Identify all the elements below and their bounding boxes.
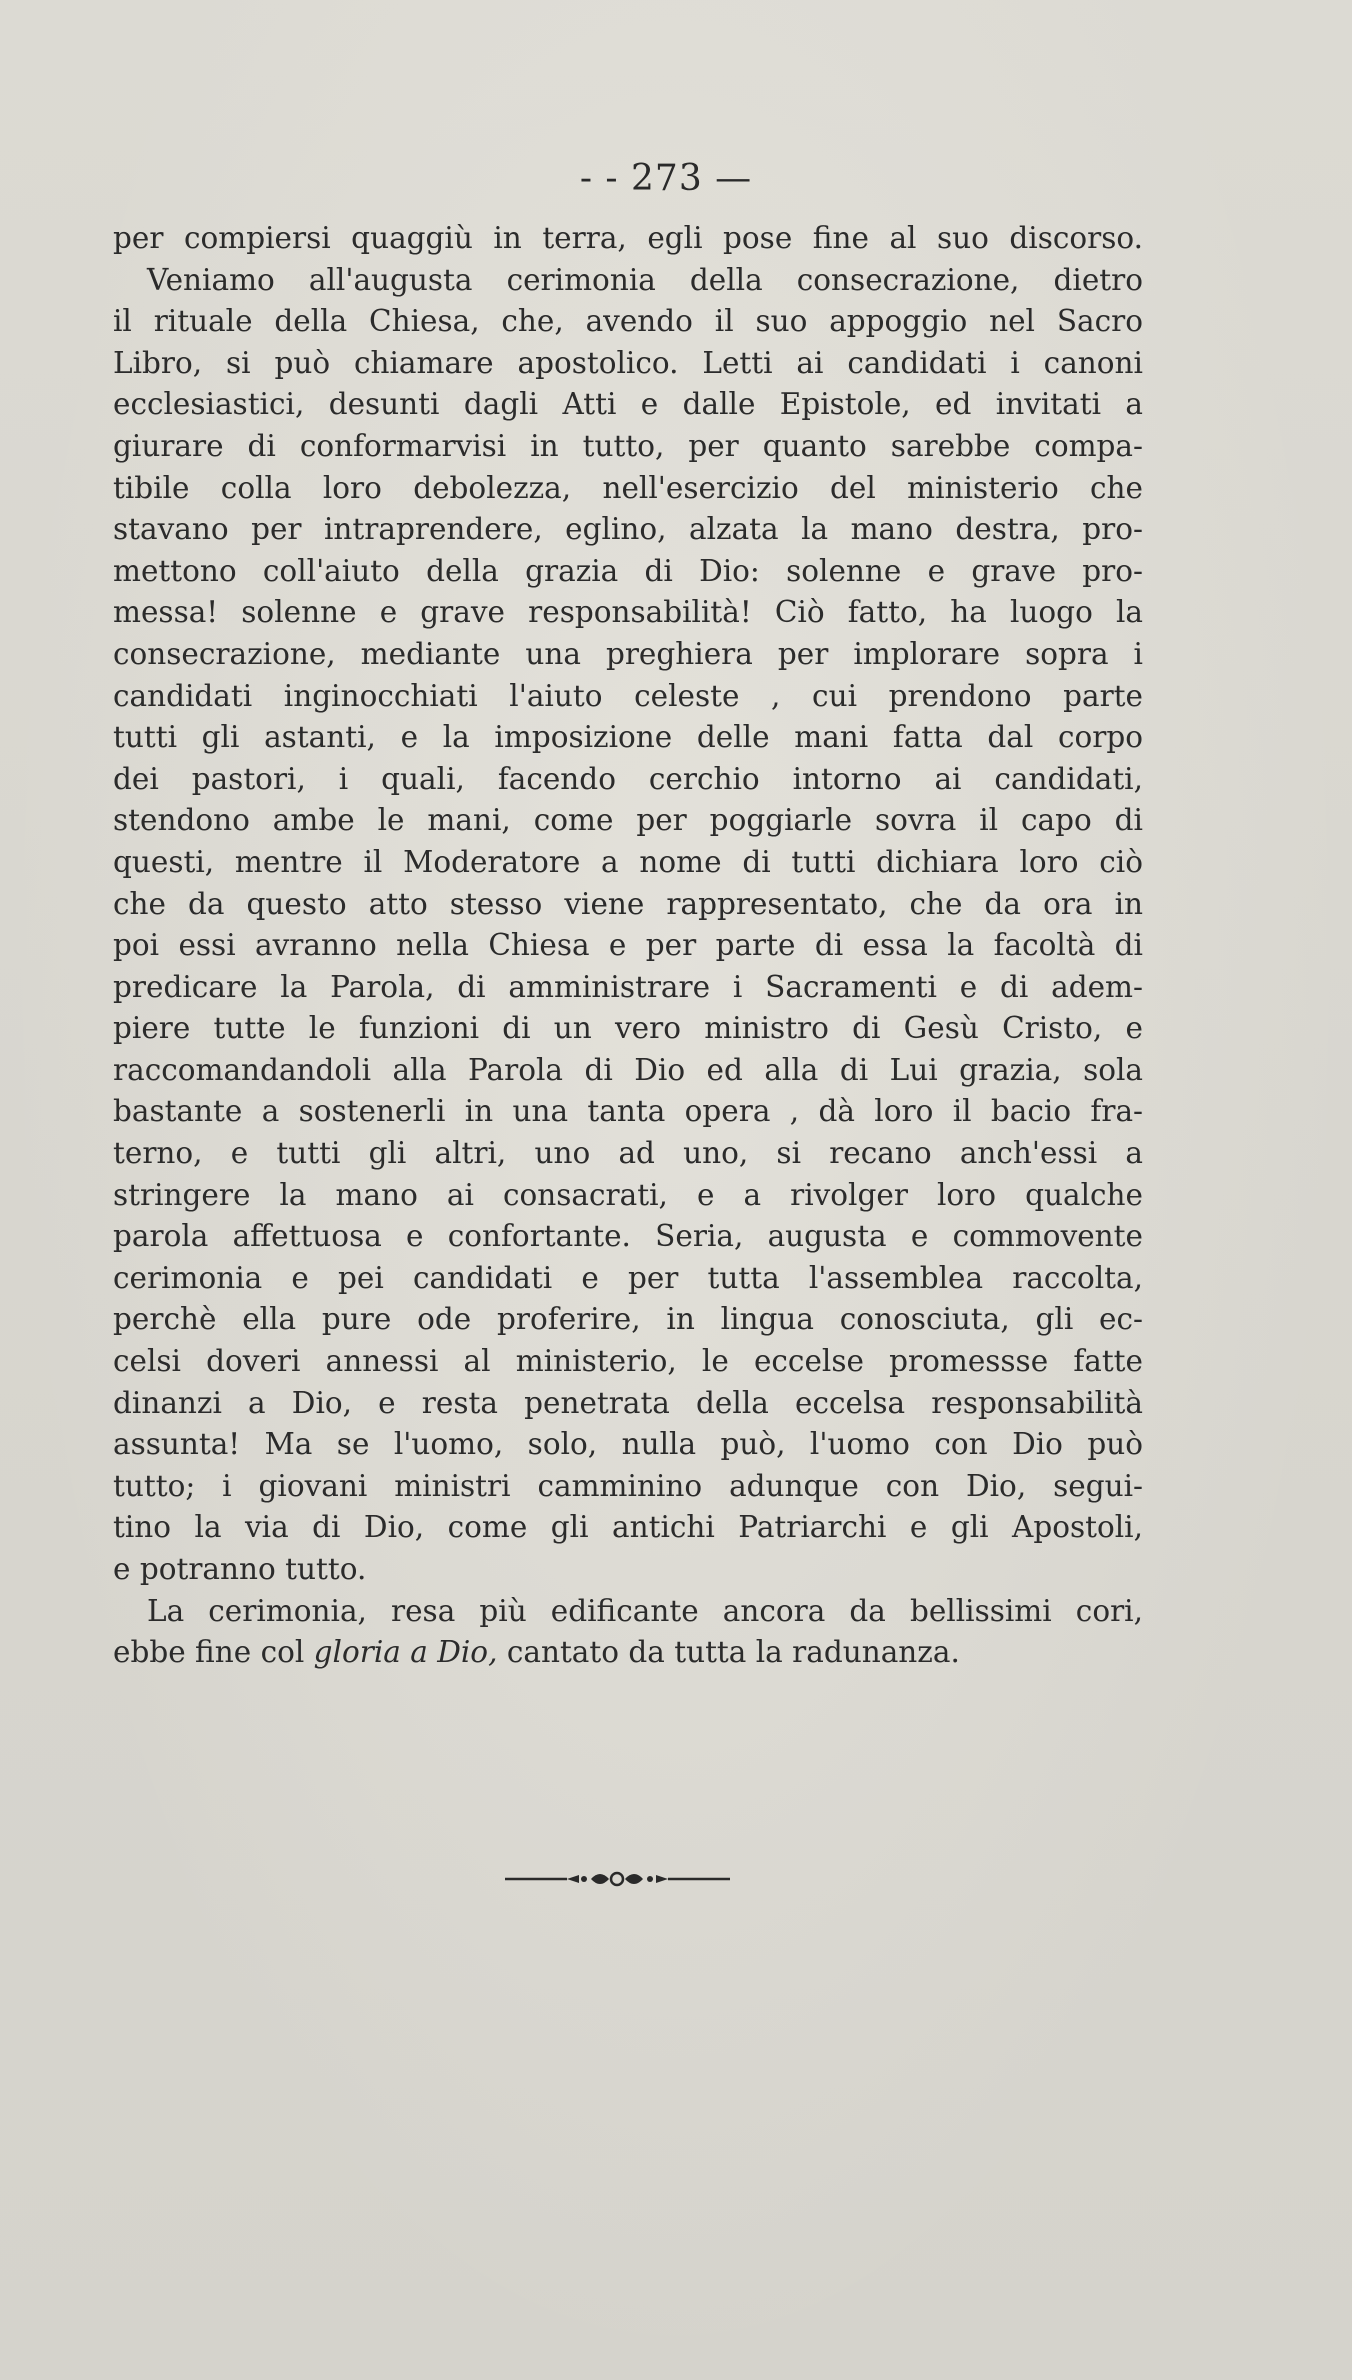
text-line: terno, e tutti gli altri, uno ad uno, si recano anch'essi a (113, 1136, 1143, 1171)
text-line: dinanzi a Dio, e resta penetrata della eccelsa responsabilità (113, 1385, 1143, 1420)
text-line: messa! solenne e grave responsabilità! Ciò fatto, ha luogo la (113, 595, 1143, 630)
text-line: raccomandandoli alla Parola di Dio ed alla di Lui grazia, sola (113, 1052, 1143, 1087)
text-line: cerimonia e pei candidati e per tutta l'assemblea raccolta, (113, 1260, 1143, 1295)
text-line: stavano per intraprendere, eglino, alzata la mano destra, pro- (113, 512, 1143, 547)
text-line: consecrazione, mediante una preghiera per implorare sopra i (113, 636, 1143, 671)
text-line: La cerimonia, resa più edificante ancora da bellissimi cori, (147, 1593, 1143, 1628)
text-line: stendono ambe le mani, come per poggiarle sovra il capo di (113, 803, 1143, 838)
text-line: parola affettuosa e confortante. Seria, augusta e commovente (113, 1219, 1143, 1254)
text-line: assunta! Ma se l'uomo, solo, nulla può, l'uomo con Dio può (113, 1427, 1143, 1462)
text-line: tibile colla loro debolezza, nell'esercizio del ministerio che (113, 470, 1143, 505)
text-line: poi essi avranno nella Chiesa e per parte di essa la facoltà di (113, 928, 1143, 963)
text-line: Veniamo all'augusta cerimonia della consecrazione, dietro (147, 262, 1143, 297)
text-line: e potranno tutto. (113, 1552, 367, 1586)
text-line: questi, mentre il Moderatore a nome di tutti dichiara loro ciò (113, 844, 1143, 879)
text-line: bastante a sostenerli in una tanta opera , dà loro il bacio fra- (113, 1094, 1143, 1129)
text-line: tutti gli astanti, e la imposizione delle mani fatta dal corpo (113, 720, 1143, 755)
body-text (113, 218, 1143, 1674)
text-line: Libro, si può chiamare apostolico. Letti ai candidati i canoni (113, 345, 1143, 380)
text-line: predicare la Parola, di amministrare i Sacramenti e di adem- (113, 969, 1143, 1004)
text-line: mettono coll'aiuto della grazia di Dio: solenne e grave pro- (113, 553, 1143, 588)
text-line: giurare di conformarvisi in tutto, per quanto sarebbe compa- (113, 428, 1143, 463)
text-line: il rituale della Chiesa, che, avendo il suo appoggio nel Sacro (113, 304, 1143, 339)
italic-phrase: gloria a Dio, (313, 1635, 498, 1670)
page-number: - - 273 — (579, 158, 753, 199)
decorative-divider-icon (505, 1866, 730, 1892)
text-line: dei pastori, i quali, facendo cerchio intorno ai candidati, (113, 761, 1143, 796)
text-line: piere tutte le funzioni di un vero ministro di Gesù Cristo, e (113, 1011, 1143, 1046)
text-line: candidati inginocchiati l'aiuto celeste , cui prendono parte (113, 678, 1143, 713)
text-line: ecclesiastici, desunti dagli Atti e dalle Epistole, ed invitati a (113, 387, 1143, 422)
text-segment: cantato da tutta la radunanza. (497, 1635, 960, 1670)
text-line: per compiersi quaggiù in terra, egli pose fine al suo discorso. (113, 221, 1143, 255)
text-line: celsi doveri annessi al ministerio, le eccelse promessse fatte (113, 1344, 1143, 1379)
text-line: tutto; i giovani ministri camminino adunque con Dio, segui- (113, 1468, 1143, 1503)
text-line: stringere la mano ai consacrati, e a rivolger loro qualche (113, 1177, 1143, 1212)
text-line: tino la via di Dio, come gli antichi Patriarchi e gli Apostoli, (113, 1510, 1143, 1545)
text-line: che da questo atto stesso viene rappresentato, che da ora in (113, 886, 1143, 921)
text-line-final (113, 1632, 1143, 1674)
text-line: perchè ella pure ode proferire, in lingua conosciuta, gli ec- (113, 1302, 1143, 1337)
text-segment: ebbe fine col (113, 1635, 314, 1670)
